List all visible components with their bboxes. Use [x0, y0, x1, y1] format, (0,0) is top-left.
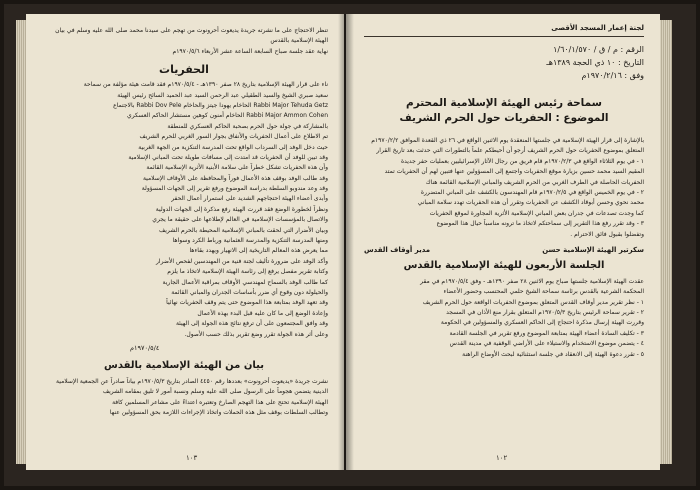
body-line: محمد نحوي وحسن أبوقاد الكشف عن الحفريات وتقرر أن هذه الحفريات تهدد سلامة المباني: [417, 199, 644, 207]
signature-row: [364, 244, 644, 256]
body-line: كما طالب الوفد بالسماح لمهندسي الأوقاف بمراقبة الأعمال الجارية: [162, 278, 328, 286]
section-title-excavations: الحفريات: [159, 63, 209, 77]
body-line: وقد وافق المجتمعون على أن ترفع نتائج هذه الجولة إلى الهيئة: [175, 320, 328, 328]
hijri-date: التاريخ : ١٠ ذي الحجة ١٣٨٩هـ: [546, 58, 644, 67]
body-line: وقررت الهيئة إرسال مذكرة احتجاج إلى الحاكم العسكري والمسؤولين في الحكومة: [440, 319, 644, 327]
section-title-statement: بيان من الهيئة الإسلامية بالقدس: [104, 359, 264, 371]
body-line: ٣ - تكليف السادة أعضاء الهيئة بمتابعة الموضوع ورفع تقرير في الجلسة القادمة: [449, 329, 644, 337]
body-line: المقيم السيد محمد حسين بزيارة موقع الحفريات واجتمع إلى المسؤولين عنها فتبين لهم أن الحفريات تمتد: [384, 168, 644, 176]
addressee: سماحة رئيس الهيئة الإسلامية المحترم: [406, 97, 602, 109]
left-body: [40, 80, 328, 340]
body-line: الدينية يتضمن هجوماً على الرسول صلى الله عليه وسلم ونسبة أمور لا تليق بمقامه الشريف: [102, 388, 328, 396]
body-line: ٢ - في يوم الخميس الواقع في ١٩٧٠/٢/٥م قام المهندسون بالكشف على المباني المتضررة: [420, 188, 644, 196]
gregorian-date: وفق : ١٩٧٠/٢/١٦م: [581, 71, 644, 80]
left-top-line: تنظر الاحتجاج على ما نشرته جريدة يديعوت أحرونوت من تهجم على سيدنا محمد صلى الله عليه وسلم في بيان: [55, 27, 328, 34]
left-date-line: ١٩٧٠/٥/٤م: [130, 343, 160, 352]
body-line: الهيئة الإسلامية تحتج على هذا التهجم الصارخ وتعتبره اعتداءً على مشاعر المسلمين كافة: [112, 398, 328, 406]
body-line: وأكد الوفد على ضرورة تأليف لجنة فنية من المهندسين لفحص الأضرار: [156, 257, 328, 265]
body-line: وأبدى أعضاء الهيئة احتجاجهم الشديد على استمرار أعمال الحفر: [171, 195, 328, 203]
signature-director: مدير أوقاف القدس: [364, 245, 431, 254]
body-line: ١ - نظر تقرير مدير أوقاف القدس المتعلق بموضوع الحفريات الواقعة حول الحرم الشريف: [422, 298, 644, 306]
header-rule: [364, 36, 644, 37]
body-line: وقد وعد مندوبو السلطة بدراسة الموضوع ورفع تقرير إلى الجهات المسؤولة: [141, 185, 328, 193]
letter-meta: [364, 43, 644, 82]
left-page: [26, 14, 344, 470]
body-line: وبيان الأضرار التي لحقت بالمباني الإسلامية المحيطة بالحرم الشريف: [159, 226, 328, 234]
body-line: وقد تبين للوفد أن الحفريات قد امتدت إلى مسافات طويلة تحت المباني الإسلامية: [128, 153, 328, 161]
body-line: وكتابة تقرير مفصل يرفع إلى رئاسة الهيئة الإسلامية لاتخاذ ما يلزم: [167, 268, 328, 276]
letter-subject: الموضوع : الحفريات حول الحرم الشريف: [399, 112, 609, 124]
body-line: والاتصال بالمؤسسات الإسلامية في العالم لإطلاعها على حقيقة ما يجري: [152, 216, 328, 224]
session-body: [364, 277, 644, 360]
page-number-left: ١٠٣: [186, 454, 198, 462]
body-line: المحكمة الشرعية بالقدس برئاسة سماحة الشيخ حلمي المحتسب وحضور الأعضاء: [443, 288, 644, 296]
body-line: وقد طالب الوفد بوقف هذه الأعمال فوراً والمحافظة على الأوقاف الإسلامية: [142, 174, 328, 182]
body-line: عقدت الهيئة الإسلامية جلستها صباح يوم الاثنين ٢٨ صفر ١٣٩٠هـ - وفق ١٩٧٠/٥/٤م في مقر: [420, 277, 644, 285]
body-line: وقد تعهد الوفد بمتابعة هذا الموضوع حتى يتم وقف الحفريات نهائياً: [166, 299, 328, 307]
body-line: وإعادة الوضع إلى ما كان عليه قبل البدء بهذه الأعمال: [197, 309, 328, 317]
body-line: سعيد صبري الشيخ والسيد الطقيلي عبد الرحمن السيد عبد الحميد السائح رئيس الهيئة: [117, 91, 328, 99]
body-line: كما وجدت تصدعات في جدران بعض المباني الإسلامية الأثرية المجاورة لموقع الحفريات: [429, 209, 644, 217]
body-line: وعلى أثر هذه الجولة تقرر وضع تقرير بذلك حسب الأصول.: [184, 330, 328, 338]
book-gutter: [338, 14, 354, 470]
right-page: [346, 14, 660, 470]
body-line: Rabbi Major Ammon Cohen الحاخام أمنون كوهين مستشار الحاكم العسكري: [127, 112, 328, 120]
body-line: ٣ - وقد تقرر رفع هذا التقرير إلى سماحتكم لاتخاذ ما ترونه مناسباً حيال هذا الموضوع: [436, 220, 644, 228]
body-line: بالإشارة إلى قرار الهيئة الإسلامية في جلستها المنعقدة يوم الاثنين الواقع في ٢٦ ذي القعدة الموافق ١٩٧٠/٢/٢م: [371, 137, 644, 144]
letter-body: [364, 136, 644, 240]
left-top-block: [40, 26, 328, 57]
body-line: المتعلق بموضوع الحفريات حول الحرم الشريف أرجو أن أحيطكم علماً بالتطورات التي حدثت بعد تاريخ القرار: [376, 147, 644, 155]
body-line: ١ - في يوم الثلاثاء الواقع في ١٩٧٠/٢/٣م قام فريق من رجال الآثار الإسرائيليين بعمليات حفر جديدة: [400, 157, 644, 165]
page-number-right: ١٠٢: [496, 454, 508, 462]
running-header: لجنة إعمار المسجد الأقصى: [551, 24, 644, 32]
body-line: ونظراً لخطورة الوضع فقد قررت الهيئة رفع مذكرة إلى الجهات الدولية: [155, 205, 328, 213]
left-top-line: الهيئة الإسلامية بالقدس: [270, 37, 328, 45]
session-title: الجلسة الأربعون للهيئة الإسلامية بالقدس: [403, 259, 605, 271]
left-body-2: [40, 377, 328, 419]
body-line: مما يعرض هذه المعالم التاريخية إلى الانهيار ويهدد بقاءها: [189, 247, 328, 255]
left-top-line: نهاية عقد جلسة صباح السابعة الساعة عشر الأربعاء ١٩٧٠/٥/٦م: [172, 47, 328, 55]
body-line: وتطالب السلطات بوقف مثل هذه الحملات واتخاذ الإجراءات اللازمة بحق المسؤولين عنها: [109, 409, 328, 417]
body-line: والحيلولة دون وقوع أي ضرر بأساسات الجدران والمباني القائمة: [171, 288, 328, 296]
page-edges-right: [660, 20, 672, 464]
body-line: Rabbi Major Tehuda Getz الحاخام يهودا جيتز والحاخام Rabbi Dov Pele بالاجتماع: [113, 101, 328, 109]
body-line: ٢ - تقرير سماحة الرئيس بتاريخ ١٩٧٠/٥/٣م المتعلق بقرار منع الأذان في المسجد: [446, 309, 644, 317]
body-line: ٤ - يتضمن موضوع الاستخدام والاستيلاء على الأراضي الوقفية في مدينة القدس: [449, 340, 644, 348]
body-line: ناء على قرار الهيئة الإسلامية بتاريخ ٢٨ صفر ١٣٩٠هـ - ١٩٧٠/٥/٤م فقد قامت هيئة مؤلفة من سماحة: [83, 81, 328, 89]
page-edges-left: [16, 20, 26, 464]
body-line: تم الاطلاع على أعمال الحفريات والأنفاق بجوار السور الغربي للحرم الشريف: [139, 133, 328, 141]
body-line: ومنها المدرسة التنكزية والمدرسة العثمانية ورباط الكرد وسواها: [172, 237, 328, 245]
body-line: الحفريات الحاصلة في الطرف الغربي من الحرم الشريف والمباني الإسلامية القائمة هناك: [425, 178, 644, 186]
body-line: وأن هذه الحفريات تشكل خطراً على سلامة الأبنية الأثرية الإسلامية القائمة: [146, 164, 328, 172]
signature-secretary: سكرتير الهيئة الإسلامية حسن: [542, 245, 644, 254]
reference-number: الرقم : م / ق / ١/٦٠/١/٥٧٠: [553, 45, 644, 54]
body-line: نشرت جريدة «يديعوت أحرونوت» بعددها رقم ٤٤٥٠ الصادر بتاريخ ١٩٧٠/٥/٣م بياناً صادراً عن الجمعية الإسلامية: [56, 377, 328, 385]
body-line: حيث دخل الوفد إلى السرداب الواقع تحت المدرسة التنكزية من الجهة الغربية: [138, 143, 328, 151]
body-line: بالمشاركة في جولة حول الحرم بصحبة الحاكم العسكري للمنطقة: [167, 122, 328, 130]
body-line: وتفضلوا بقبول فائق الاحترام .: [570, 230, 644, 238]
body-line: ٥ - تقرر دعوة الهيئة إلى الانعقاد في جلسة استثنائية لبحث الأوضاع الراهنة: [462, 350, 644, 358]
